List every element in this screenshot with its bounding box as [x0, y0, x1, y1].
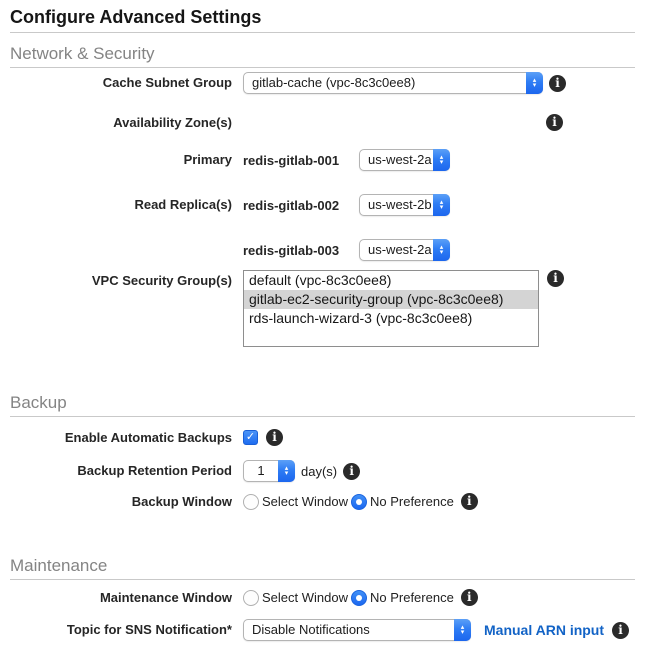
backup-retention-period-label: Backup Retention Period — [77, 463, 232, 478]
radio-option-label[interactable]: No Preference — [369, 590, 454, 605]
replica-1-az-value: us-west-2b — [368, 197, 432, 212]
chevron-up-down-icon: ▴ ▾ — [278, 460, 295, 482]
primary-az-value: us-west-2a — [368, 152, 432, 167]
cache-subnet-group-select[interactable] — [243, 72, 543, 94]
listbox-option-selected[interactable]: gitlab-ec2-security-group (vpc-8c3c0ee8) — [244, 290, 538, 309]
backup-window-label: Backup Window — [131, 493, 232, 509]
manual-arn-input-link[interactable]: Manual ARN input — [484, 622, 605, 638]
primary-node-row — [10, 149, 635, 171]
read-replicas-label: Read Replica(s) — [134, 197, 232, 212]
vpc-security-groups-row — [10, 270, 635, 347]
page-title: Configure Advanced Settings — [10, 7, 262, 27]
listbox-option[interactable]: rds-launch-wizard-3 (vpc-8c3c0ee8) — [249, 310, 473, 326]
info-icon[interactable]: i — [343, 463, 360, 480]
chevron-up-down-icon: ▴ ▾ — [433, 149, 450, 171]
cache-subnet-group-value: gitlab-cache (vpc-8c3c0ee8) — [252, 75, 416, 90]
section-heading-network-security: Network & Security — [10, 44, 635, 68]
primary-label: Primary — [183, 152, 232, 167]
replica-node-name: redis-gitlab-003 — [243, 242, 340, 258]
section-heading-backup: Backup — [10, 393, 635, 417]
chevron-up-down-icon: ▴ ▾ — [433, 239, 450, 261]
backup-window-select-window-radio[interactable] — [243, 494, 259, 510]
chevron-up-down-icon: ▴ ▾ — [433, 194, 450, 216]
sns-notification-row — [10, 619, 635, 641]
info-icon[interactable]: i — [546, 114, 563, 131]
backup-retention-period-value: 1 — [257, 463, 265, 478]
backup-window-row — [10, 493, 635, 510]
replica-1-az-select[interactable] — [359, 194, 450, 216]
backup-retention-period-row — [10, 460, 635, 482]
listbox-option[interactable]: default (vpc-8c3c0ee8) — [249, 272, 392, 288]
enable-automatic-backups-label: Enable Automatic Backups — [64, 429, 232, 445]
chevron-up-down-icon: ▴ ▾ — [454, 619, 471, 641]
enable-automatic-backups-checkbox[interactable]: ✓ — [243, 430, 258, 445]
read-replica-1-row — [10, 194, 635, 216]
info-icon[interactable]: i — [612, 622, 629, 639]
enable-automatic-backups-row — [10, 429, 635, 446]
sns-topic-value: Disable Notifications — [252, 622, 370, 637]
info-icon[interactable]: i — [549, 75, 566, 92]
radio-option-label[interactable]: Select Window — [262, 590, 348, 605]
replica-2-az-select[interactable] — [359, 239, 450, 261]
backup-retention-period-stepper[interactable] — [243, 460, 295, 482]
chevron-up-down-icon: ▴ ▾ — [526, 72, 543, 94]
vpc-security-groups-label: VPC Security Group(s) — [91, 273, 232, 288]
radio-option-label[interactable]: No Preference — [369, 494, 454, 509]
availability-zones-row — [10, 114, 635, 131]
maintenance-window-select-window-radio[interactable] — [243, 590, 259, 606]
backup-window-no-preference-radio[interactable] — [351, 494, 367, 510]
read-replica-2-row — [10, 239, 635, 261]
info-icon[interactable]: i — [461, 589, 478, 606]
sns-topic-select[interactable] — [243, 619, 471, 641]
radio-option-label[interactable]: Select Window — [262, 494, 348, 509]
section-heading-maintenance: Maintenance — [10, 556, 635, 580]
info-icon[interactable]: i — [461, 493, 478, 510]
primary-az-select[interactable] — [359, 149, 450, 171]
maintenance-window-row — [10, 589, 635, 606]
replica-node-name: redis-gitlab-002 — [243, 197, 340, 213]
cache-subnet-group-row — [10, 72, 635, 94]
sns-notification-label: Topic for SNS Notification* — [66, 622, 232, 637]
title-divider — [10, 32, 635, 33]
retention-unit-label: day(s) — [301, 463, 338, 479]
primary-node-name: redis-gitlab-001 — [243, 152, 340, 168]
info-icon[interactable]: i — [547, 270, 564, 287]
replica-2-az-value: us-west-2a — [368, 242, 432, 257]
maintenance-window-no-preference-radio[interactable] — [351, 590, 367, 606]
cache-subnet-group-label: Cache Subnet Group — [102, 75, 232, 90]
vpc-security-groups-listbox[interactable] — [243, 270, 539, 347]
availability-zones-label: Availability Zone(s) — [113, 114, 232, 130]
spacer — [243, 114, 546, 131]
info-icon[interactable]: i — [266, 429, 283, 446]
maintenance-window-label: Maintenance Window — [99, 589, 232, 605]
